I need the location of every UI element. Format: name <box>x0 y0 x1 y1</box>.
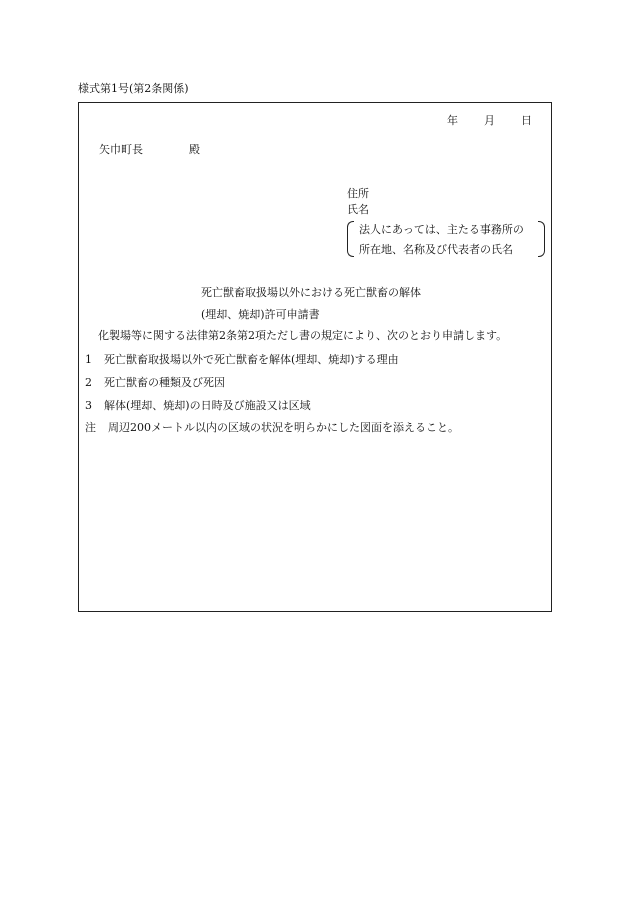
addressee-honorific: 殿 <box>189 143 200 156</box>
item-2 <box>85 376 225 390</box>
date-row <box>447 112 532 128</box>
item-1 <box>85 353 399 367</box>
corporation-note-line1: 法人にあっては、主たる事務所の <box>359 223 524 236</box>
corporation-note-line2: 所在地、名称及び代表者の氏名 <box>359 243 513 256</box>
date-day-label: 日 <box>521 114 532 127</box>
applicant-name-label: 氏名 <box>347 203 369 216</box>
date-month-label: 月 <box>484 114 495 127</box>
item-3 <box>85 399 311 413</box>
item-number: 2 <box>85 376 92 389</box>
note <box>85 421 459 435</box>
title-line2: (埋却、焼却)許可申請書 <box>201 308 320 321</box>
application-form-frame <box>78 102 552 612</box>
note-label: 注 <box>85 421 96 434</box>
right-bracket <box>538 221 545 257</box>
item-text: 死亡獣畜取扱場以外で死亡獣畜を解体(埋却、焼却)する理由 <box>104 353 399 366</box>
item-number: 1 <box>85 353 92 366</box>
left-bracket <box>347 221 354 257</box>
note-text: 周辺200メートル以内の区域の状況を明らかにした図面を添えること。 <box>108 421 459 434</box>
item-number: 3 <box>85 399 92 412</box>
applicant-address-label: 住所 <box>347 187 369 200</box>
item-text: 死亡獣畜の種類及び死因 <box>104 376 225 389</box>
form-number-label: 様式第1号(第2条関係) <box>78 82 189 95</box>
date-year-label: 年 <box>447 114 458 127</box>
item-text: 解体(埋却、焼却)の日時及び施設又は区域 <box>104 399 311 412</box>
body-text: 化製場等に関する法律第2条第2項ただし書の規定により、次のとおり申請します。 <box>98 329 508 342</box>
title-line1: 死亡獣畜取扱場以外における死亡獣畜の解体 <box>201 286 421 299</box>
corporation-note <box>347 219 545 259</box>
addressee-name: 矢巾町長 <box>99 143 143 156</box>
